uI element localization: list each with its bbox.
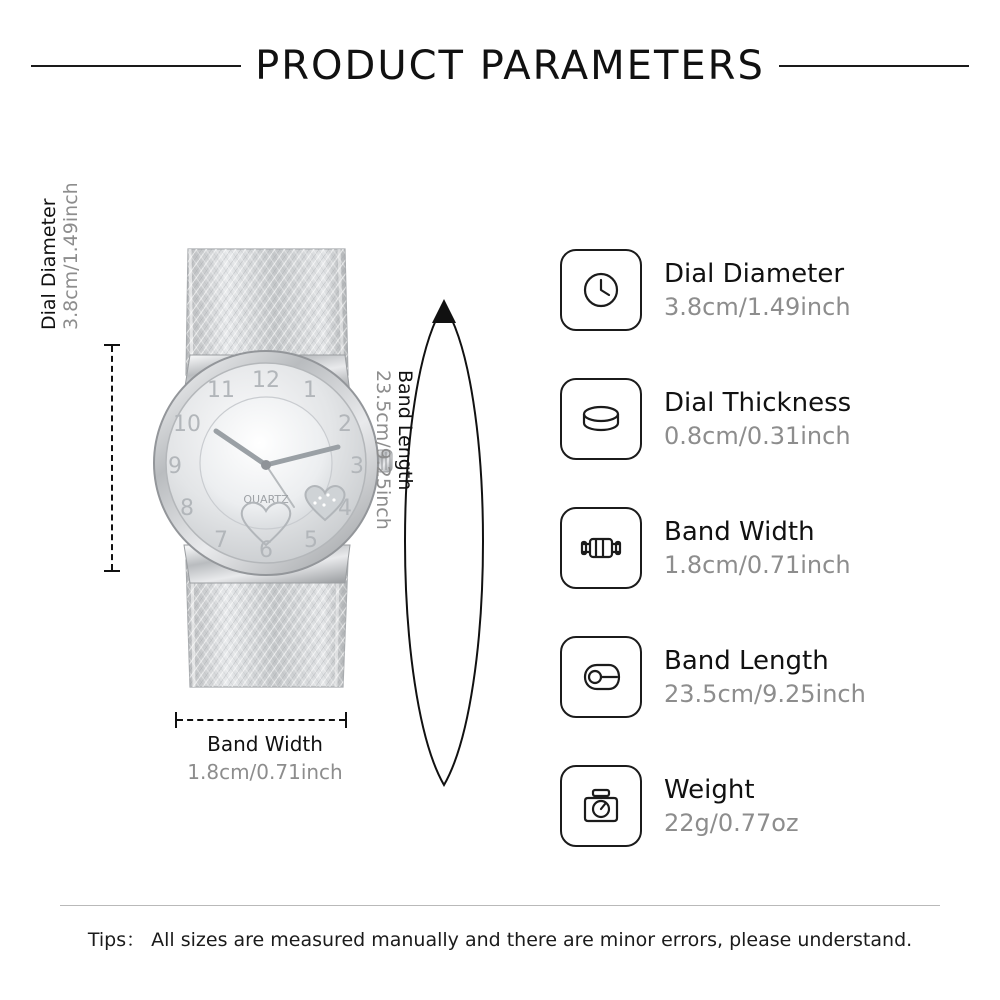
spec-row-dial-thickness bbox=[560, 369, 980, 468]
spec-row-weight bbox=[560, 756, 980, 855]
svg-text:9: 9 bbox=[168, 454, 182, 479]
svg-text:8: 8 bbox=[180, 496, 194, 521]
svg-text:4: 4 bbox=[338, 496, 352, 521]
svg-text:11: 11 bbox=[207, 378, 235, 403]
band-length-vertical-label: Band Length bbox=[394, 370, 416, 491]
band-length-icon bbox=[560, 636, 642, 718]
band-length-vertical-value: 23.5cm/9.25inch bbox=[372, 370, 394, 530]
spec-value-band-length: 23.5cm/9.25inch bbox=[664, 679, 866, 708]
spec-value-dial-diameter: 3.8cm/1.49inch bbox=[664, 292, 851, 321]
footer-divider bbox=[60, 905, 940, 906]
weight-scale-icon bbox=[560, 765, 642, 847]
footer-tip-text: Tips： All sizes are measured manually and there are minor errors, please understand. bbox=[87, 929, 913, 951]
spec-label-dial-diameter: Dial Diameter bbox=[664, 258, 845, 289]
svg-text:1: 1 bbox=[303, 378, 317, 403]
watch-dial-icon bbox=[560, 249, 642, 331]
watch-brand-text: QUARTZ bbox=[243, 493, 289, 506]
dial-diameter-vertical-value: 3.8cm/1.49inch bbox=[60, 182, 82, 330]
svg-text:2: 2 bbox=[338, 412, 352, 437]
spec-row-band-length bbox=[560, 627, 980, 726]
header-rule-right bbox=[779, 65, 969, 67]
spec-value-weight: 22g/0.77oz bbox=[664, 808, 799, 837]
band-width-measure-bracket bbox=[175, 712, 347, 728]
spec-list bbox=[560, 240, 980, 885]
band-length-vertical-caption bbox=[372, 370, 416, 530]
spec-label-dial-thickness: Dial Thickness bbox=[664, 387, 852, 418]
spec-row-dial-diameter bbox=[560, 240, 980, 339]
spec-label-band-length: Band Length bbox=[664, 645, 829, 676]
svg-text:3: 3 bbox=[350, 454, 364, 479]
svg-text:5: 5 bbox=[304, 528, 318, 553]
band-width-label: Band Width bbox=[207, 732, 323, 756]
spec-label-band-width: Band Width bbox=[664, 516, 815, 547]
spec-label-weight: Weight bbox=[664, 774, 755, 805]
svg-text:6: 6 bbox=[259, 538, 273, 563]
svg-text:12: 12 bbox=[252, 368, 280, 393]
dial-thickness-icon bbox=[560, 378, 642, 460]
header-rule-left bbox=[31, 65, 241, 67]
page-header bbox=[0, 36, 1000, 96]
band-width-caption bbox=[120, 730, 410, 786]
spec-row-band-width bbox=[560, 498, 980, 597]
svg-text:7: 7 bbox=[214, 528, 228, 553]
spec-value-dial-thickness: 0.8cm/0.31inch bbox=[664, 421, 851, 450]
svg-text:10: 10 bbox=[173, 412, 201, 437]
spec-value-band-width: 1.8cm/0.71inch bbox=[664, 550, 851, 579]
page-title: PRODUCT PARAMETERS bbox=[255, 43, 765, 89]
band-width-value: 1.8cm/0.71inch bbox=[187, 760, 343, 784]
band-length-ellipse bbox=[405, 299, 483, 785]
band-width-icon bbox=[560, 507, 642, 589]
dial-diameter-vertical-label: Dial Diameter bbox=[38, 198, 60, 330]
